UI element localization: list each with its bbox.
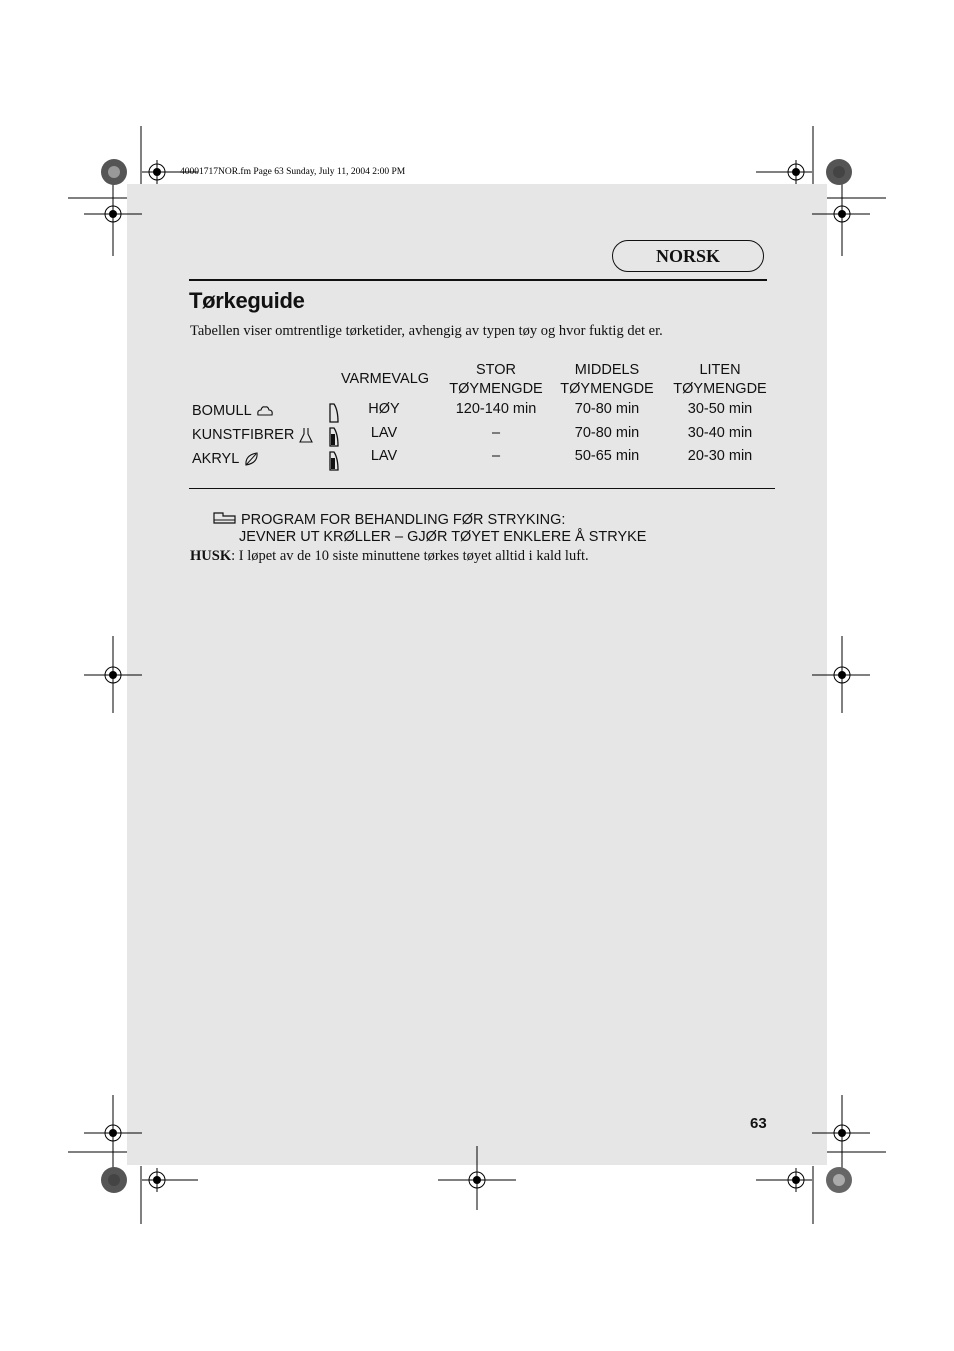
file-header: 40001717NOR.fm Page 63 Sunday, July 11, 2004 2:00 PM <box>180 167 406 177</box>
header-middels-line2: TØYMENGDE <box>560 381 654 397</box>
row-liten: 30-40 min <box>687 425 753 441</box>
page-number: 63 <box>750 1115 767 1132</box>
header-middels <box>552 361 662 399</box>
pre-ironing-program-icon <box>213 511 237 525</box>
header-liten <box>665 361 775 399</box>
husk-text: : I løpet av de 10 siste minuttene tørkes tøyet alltid i kald luft. <box>231 548 589 564</box>
header-liten-line1: LITEN <box>699 362 741 378</box>
row-liten: 20-30 min <box>687 448 753 464</box>
intro-text: Tabellen viser omtrentlige tørketider, avhengig av typen tøy og hvor fuktig det er. <box>190 323 663 339</box>
header-stor-line1: STOR <box>475 362 517 378</box>
program-line2: JEVNER UT KRØLLER – GJØR TØYET ENKLERE Å STRYKE <box>239 528 647 545</box>
husk-label: HUSK <box>190 548 232 564</box>
row-middels: 70-80 min <box>574 401 640 417</box>
header-stor-line2: TØYMENGDE <box>449 381 543 397</box>
row-label-text: AKRYL <box>192 451 240 467</box>
table-row-label <box>192 427 314 443</box>
title-rule <box>189 279 767 281</box>
row-heat: HØY <box>368 401 400 417</box>
row-stor: 120-140 min <box>455 401 537 417</box>
row-heat: LAV <box>370 425 398 441</box>
header-stor <box>441 361 551 399</box>
row-stor: – <box>491 425 501 441</box>
cotton-flower-icon <box>256 404 274 418</box>
table-bottom-rule <box>189 488 775 489</box>
header-liten-line2: TØYMENGDE <box>673 381 767 397</box>
page-title: Tørkeguide <box>189 288 305 313</box>
header-varmevalg: VARMEVALG <box>340 371 430 387</box>
program-line1-text: PROGRAM FOR BEHANDLING FØR STRYKING: <box>241 512 566 528</box>
header-middels-line1: MIDDELS <box>574 362 640 378</box>
row-middels: 70-80 min <box>574 425 640 441</box>
row-liten: 30-50 min <box>687 401 753 417</box>
program-note <box>213 511 646 545</box>
row-middels: 50-65 min <box>574 448 640 464</box>
acrylic-leaf-icon <box>243 451 261 467</box>
husk-note <box>190 548 589 565</box>
table-row-label <box>192 403 274 419</box>
row-heat: LAV <box>370 448 398 464</box>
row-label-text: KUNSTFIBRER <box>192 427 295 443</box>
language-badge: NORSK <box>612 240 764 272</box>
synthetic-flask-icon <box>298 427 314 443</box>
row-label-text: BOMULL <box>192 403 252 419</box>
row-stor: – <box>491 448 501 464</box>
table-row-label <box>192 451 261 467</box>
program-line1 <box>213 511 646 529</box>
